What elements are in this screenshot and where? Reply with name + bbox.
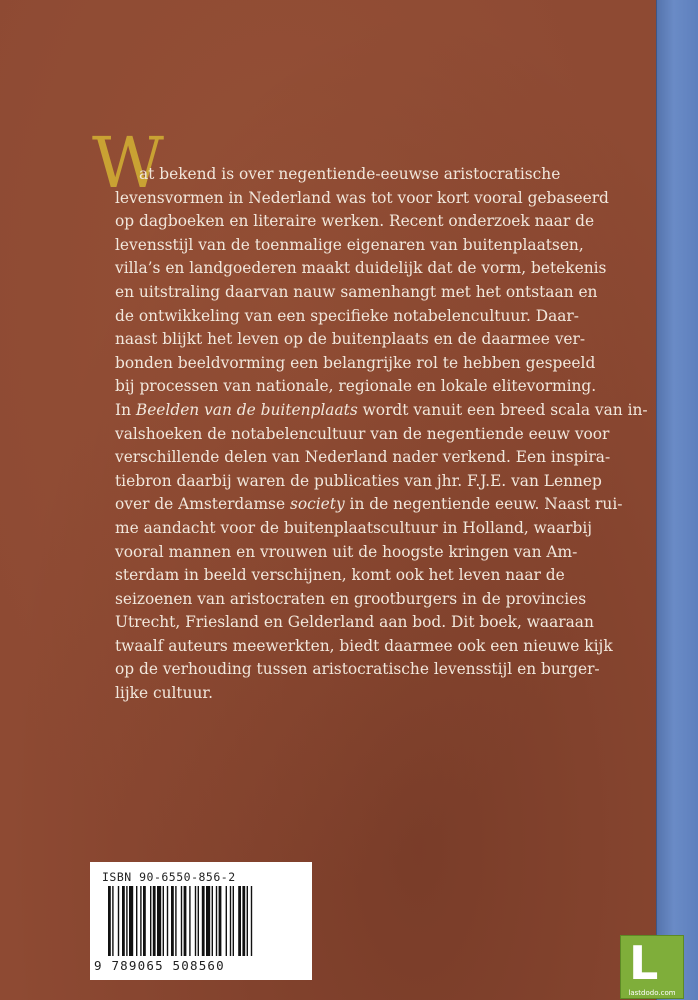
barcode-bar — [181, 886, 182, 956]
isbn-label: ISBN 90-6550-856-2 — [102, 870, 236, 884]
barcode-bar — [112, 886, 113, 956]
blurb-line: bij processen van nationale, regionale en lokale elitevorming. — [115, 377, 597, 396]
blurb-line: Utrecht, Friesland en Gelderland aan bod. Dit boek, waaraan — [115, 613, 594, 632]
barcode-bar — [230, 886, 231, 956]
blue-spine-band — [656, 0, 698, 1000]
society-italic: society — [289, 495, 345, 514]
barcode-bar — [184, 886, 187, 956]
barcode-bar — [198, 886, 199, 956]
barcode-bar — [251, 886, 252, 956]
barcode-bar — [140, 886, 141, 956]
barcode-bar — [238, 886, 241, 956]
logo-caption: lastdodo.com — [628, 989, 676, 997]
barcode-bar — [167, 886, 168, 956]
barcode-bar — [143, 886, 146, 956]
barcode-icon — [108, 886, 298, 958]
blurb-line: levensstijl van de toenmalige eigenaren van buitenplaatsen, — [115, 235, 584, 254]
dropcap-letter: W — [92, 122, 164, 204]
blurb-line: me aandacht voor de buitenplaatscultuur in Holland, waarbij — [115, 518, 593, 537]
barcode-bar — [122, 886, 125, 956]
barcode-bar — [153, 886, 156, 956]
blurb-text — [115, 163, 648, 706]
blurb-line: at bekend is over negentiende-eeuwse aristocratische — [139, 165, 561, 183]
barcode-bar — [216, 886, 217, 956]
blurb-line: vooral mannen en vrouwen uit de hoogste kringen van Am- — [115, 542, 578, 561]
book-title-italic: Beelden van de buitenplaats — [135, 400, 358, 419]
blurb-line: seizoenen van aristocraten en grootburgers in de provincies — [115, 589, 587, 608]
blurb-line: sterdam in beeld verschijnen, komt ook het leven naar de — [115, 566, 565, 585]
blurb-line: op dagboeken en literaire werken. Recent onderzoek naar de — [115, 212, 595, 231]
barcode-bar — [189, 886, 190, 956]
barcode-bar — [219, 886, 222, 956]
barcode-bar — [129, 886, 133, 956]
barcode-bar — [150, 886, 151, 956]
blurb-line — [115, 493, 623, 517]
barcode-bar — [212, 886, 213, 956]
blurb-fragment: wordt vanuit een breed scala van in- — [357, 400, 648, 419]
blurb-line: valshoeken de notabelencultuur van de negentiende eeuw voor — [115, 424, 610, 443]
barcode-bar — [118, 886, 119, 956]
barcode-bar — [171, 886, 174, 956]
blurb-line: bonden beeldvorming een belangrijke rol te hebben gespeeld — [115, 353, 596, 372]
barcode-bar — [206, 886, 210, 956]
barcode-bar — [233, 886, 234, 956]
blurb-fragment: in de negentiende eeuw. Naast rui- — [344, 495, 623, 514]
blurb-line: de ontwikkeling van een specifieke notabelencultuur. Daar- — [115, 306, 579, 325]
lastdodo-logo — [620, 935, 684, 999]
logo-letter: L — [629, 936, 659, 990]
barcode-bar — [226, 886, 227, 956]
blurb-fragment: In — [115, 400, 136, 419]
barcode-bar — [175, 886, 176, 956]
blurb-line: levensvormen in Nederland was tot voor kort vooral gebaseerd — [115, 188, 609, 207]
blurb-line: naast blijkt het leven op de buitenplaats en de daarmee ver- — [115, 330, 586, 349]
barcode-bar — [202, 886, 205, 956]
blurb-line: op de verhouding tussen aristocratische levensstijl en burger- — [115, 660, 600, 679]
barcode-bar — [163, 886, 164, 956]
blurb-line: en uitstraling daarvan nauw samenhangt met het ontstaan en — [115, 282, 598, 301]
barcode-bar — [195, 886, 196, 956]
blurb-line: villa’s en landgoederen maakt duidelijk dat de vorm, betekenis — [115, 259, 607, 278]
barcode-bar — [242, 886, 245, 956]
barcode-bar — [136, 886, 137, 956]
blurb-line — [115, 399, 648, 423]
isbn-barcode-box — [90, 862, 312, 980]
blurb-line: lijke cultuur. — [115, 684, 213, 703]
blurb-fragment: over de Amsterdamse — [115, 495, 290, 514]
blurb-line: tiebron daarbij waren de publicaties van jhr. F.J.E. van Lennep — [115, 471, 602, 490]
barcode-bar — [108, 886, 111, 956]
barcode-bar — [157, 886, 161, 956]
blurb-line: verschillende delen van Nederland nader verkend. Een inspira- — [115, 448, 611, 467]
barcode-bar — [126, 886, 127, 956]
blurb-line: twaalf auteurs meewerkten, biedt daarmee ook een nieuwe kijk — [115, 636, 613, 655]
barcode-bar — [247, 886, 248, 956]
barcode-digits: 9 789065 508560 — [94, 958, 225, 973]
